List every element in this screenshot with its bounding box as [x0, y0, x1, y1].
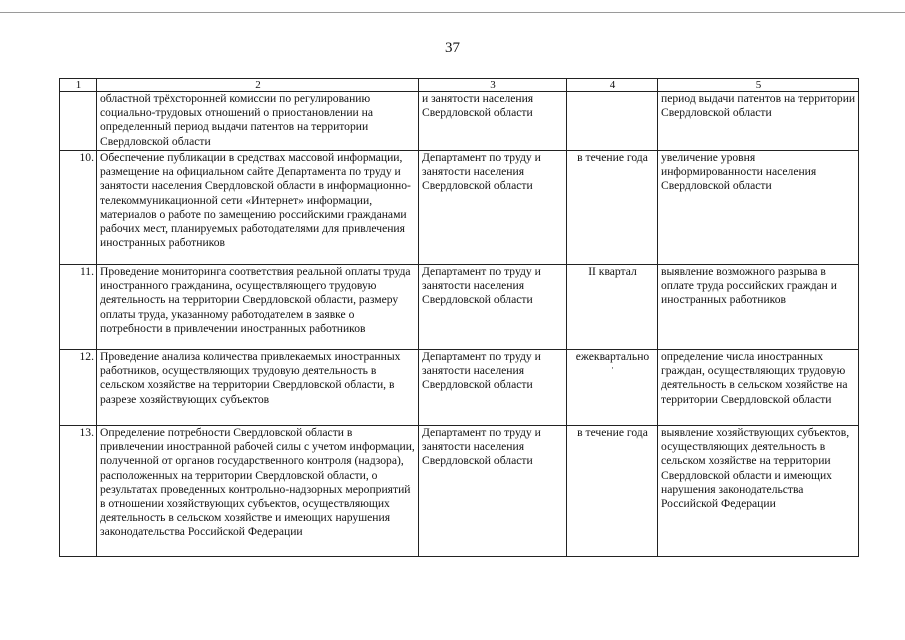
table-row [60, 350, 859, 426]
row-activity: Проведение анализа количества привлекаемых иностранных работников, осуществляющих трудовую деятельность в сельском хозяйстве на территории Свердловской области, в разрезе хозяйствующих субъектов [97, 350, 419, 426]
row-term: II квартал [567, 265, 658, 350]
row-term-mark: · [611, 363, 614, 374]
row-responsible: Департамент по труду и занятости населения Свердловской области [419, 265, 567, 350]
row-result: определение числа иностранных граждан, осуществляющих трудовую деятельность в сельском хозяйстве на территории Свердловской области [658, 350, 859, 426]
header-row [60, 79, 859, 92]
header-col-2: 2 [97, 79, 419, 92]
row-term-cell [567, 350, 658, 426]
row-responsible: и занятости населения Свердловской области [419, 92, 567, 151]
row-responsible: Департамент по труду и занятости населения Свердловской области [419, 151, 567, 265]
row-number: 13. [60, 426, 97, 557]
header-col-5: 5 [658, 79, 859, 92]
row-term: в течение года [567, 426, 658, 557]
row-activity: Определение потребности Свердловской области в привлечении иностранной рабочей силы с учетом информации, полученной от органов государственного контроля (надзора), расположенных на территории Свердловской области, о результатах проведенных контрольно-надзорных мероприятий в отношении хозяйствующих субъектов, осуществляющих деятельность в сельском хозяйстве и имеющих нарушения законодательства Российской Федерации [97, 426, 419, 557]
row-activity: Обеспечение публикации в средствах массовой информации, размещение на официальном сайте Департамента по труду и занятости населения Свердловской области в информационно-телекоммуникационной сети «Интернет» информации, материалов о работе по замещению российскими гражданами рабочих мест, планируемых работодателями для привлечения иностранных работников [97, 151, 419, 265]
row-term: в течение года [567, 151, 658, 265]
row-result: период выдачи патентов на территории Свердловской области [658, 92, 859, 151]
row-activity: областной трёхсторонней комиссии по регулированию социально-трудовых отношений о приостановлении на определенный период выдачи патентов на территории Свердловской области [97, 92, 419, 151]
row-result: выявление хозяйствующих субъектов, осуществляющих деятельность в сельском хозяйстве на территории Свердловской области и имеющих нарушения законодательства Российской Федерации [658, 426, 859, 557]
row-number: 12. [60, 350, 97, 426]
header-col-3: 3 [419, 79, 567, 92]
page-number: 37 [445, 40, 460, 56]
row-responsible: Департамент по труду и занятости населения Свердловской области [419, 350, 567, 426]
header-col-4: 4 [567, 79, 658, 92]
row-number: 11. [60, 265, 97, 350]
table-row [60, 151, 859, 265]
row-activity: Проведение мониторинга соответствия реальной оплаты труда иностранного гражданина, осуществляющего трудовую деятельность на территории Свердловской области, размеру оплаты труда, указанному работодателем в заявке о потребности в привлечении иностранных работников [97, 265, 419, 350]
row-number [60, 92, 97, 151]
row-term: ежеквартально [575, 350, 650, 363]
header-col-1: 1 [60, 79, 97, 92]
row-number: 10. [60, 151, 97, 265]
scan-top-edge [0, 12, 905, 13]
table-row [60, 426, 859, 557]
row-result: увеличение уровня информированности населения Свердловской области [658, 151, 859, 265]
row-result: выявление возможного разрыва в оплате труда российских граждан и иностранных работников [658, 265, 859, 350]
table-row [60, 265, 859, 350]
row-term [567, 92, 658, 151]
row-responsible: Департамент по труду и занятости населения Свердловской области [419, 426, 567, 557]
table-row [60, 92, 859, 151]
measures-table [59, 78, 859, 557]
